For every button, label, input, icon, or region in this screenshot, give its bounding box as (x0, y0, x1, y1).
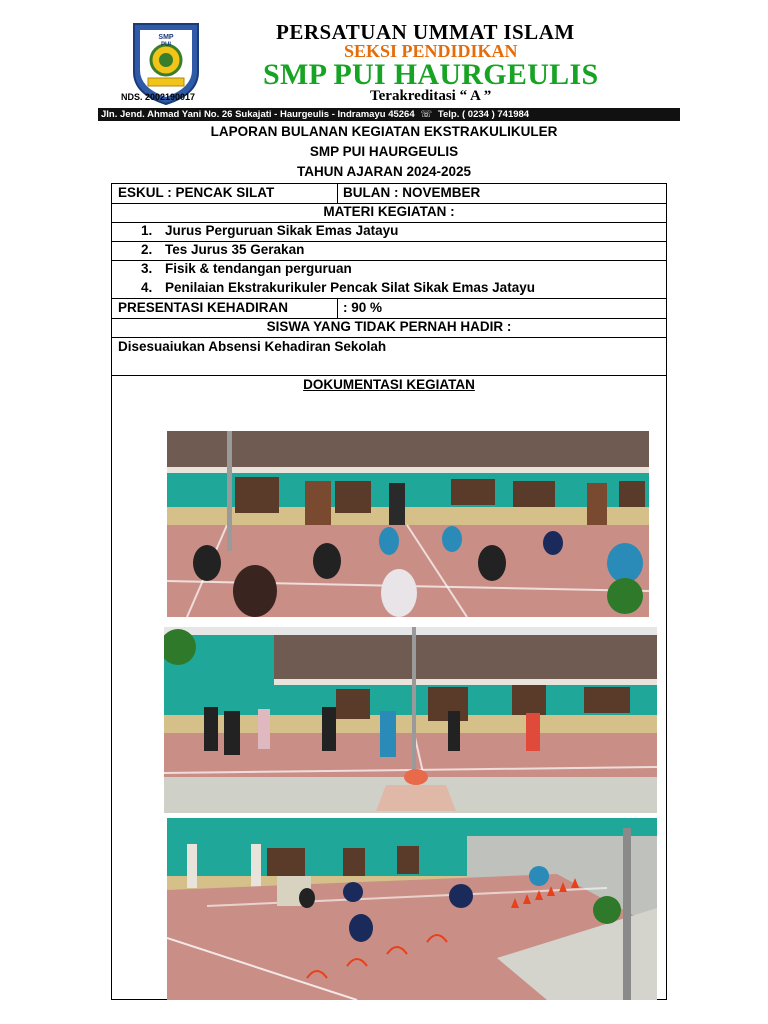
documentation-heading: DOKUMENTASI KEGIATAN (303, 377, 475, 392)
documentation-header (111, 377, 667, 392)
list-item (141, 223, 398, 238)
logo-text-pui: PUI (160, 42, 172, 48)
accreditation: Terakreditasi “ A ” (370, 88, 492, 104)
list-number: 3. (141, 261, 153, 276)
list-item (141, 261, 352, 276)
bulan-label: BULAN : NOVEMBER (343, 185, 481, 200)
table-divider (337, 183, 338, 203)
list-number: 2. (141, 242, 153, 257)
table-rule (111, 337, 667, 338)
org-name: PERSATUAN UMMAT ISLAM (276, 20, 575, 44)
report-title: LAPORAN BULANAN KEGIATAN EKSTRAKULIKULER (210, 124, 558, 139)
logo-text-smp: SMP (158, 34, 174, 41)
materi-header: MATERI KEGIATAN : (323, 204, 455, 219)
presentasi-label: PRESENTASI KEHADIRAN (118, 300, 289, 315)
report-school: SMP PUI HAURGEULIS (309, 144, 459, 159)
table-divider (337, 298, 338, 318)
phone-text: Telp. ( 0234 ) 741984 (437, 109, 530, 120)
list-item (141, 242, 304, 257)
absent-header: SISWA YANG TIDAK PERNAH HADIR : (266, 319, 512, 334)
nds-number: NDS. 2002190017 (121, 92, 196, 102)
address-bar (98, 108, 680, 121)
activity-photo-2 (164, 627, 657, 813)
phone-icon: ☏ (420, 109, 433, 120)
eskul-label: ESKUL : PENCAK SILAT (118, 185, 275, 200)
activity-photo-3 (167, 818, 657, 1000)
absent-note: Disesuaiukan Absensi Kehadiran Sekolah (118, 339, 387, 354)
list-text: Tes Jurus 35 Gerakan (165, 242, 305, 257)
list-text: Fisik & tendangan perguruan (165, 261, 352, 276)
report-year: TAHUN AJARAN 2024-2025 (296, 164, 472, 179)
list-number: 1. (141, 223, 153, 238)
table-rule (111, 298, 667, 299)
activity-photo-1 (167, 431, 649, 617)
list-text: Penilaian Ekstrakurikuler Pencak Silat Sikak Emas Jatayu (165, 280, 535, 295)
letterhead (98, 18, 680, 122)
list-item (141, 280, 535, 295)
school-name: SMP PUI HAURGEULIS (263, 58, 599, 91)
address-text: Jln. Jend. Ahmad Yani No. 26 Sukajati - Haurgeulis - Indramayu 45264 (101, 109, 415, 120)
table-rule (111, 375, 667, 376)
presentasi-value: : 90 % (343, 300, 383, 315)
list-number: 4. (141, 280, 153, 295)
list-text: Jurus Perguruan Sikak Emas Jatayu (165, 223, 399, 238)
section-name: SEKSI PENDIDIKAN (344, 41, 518, 61)
